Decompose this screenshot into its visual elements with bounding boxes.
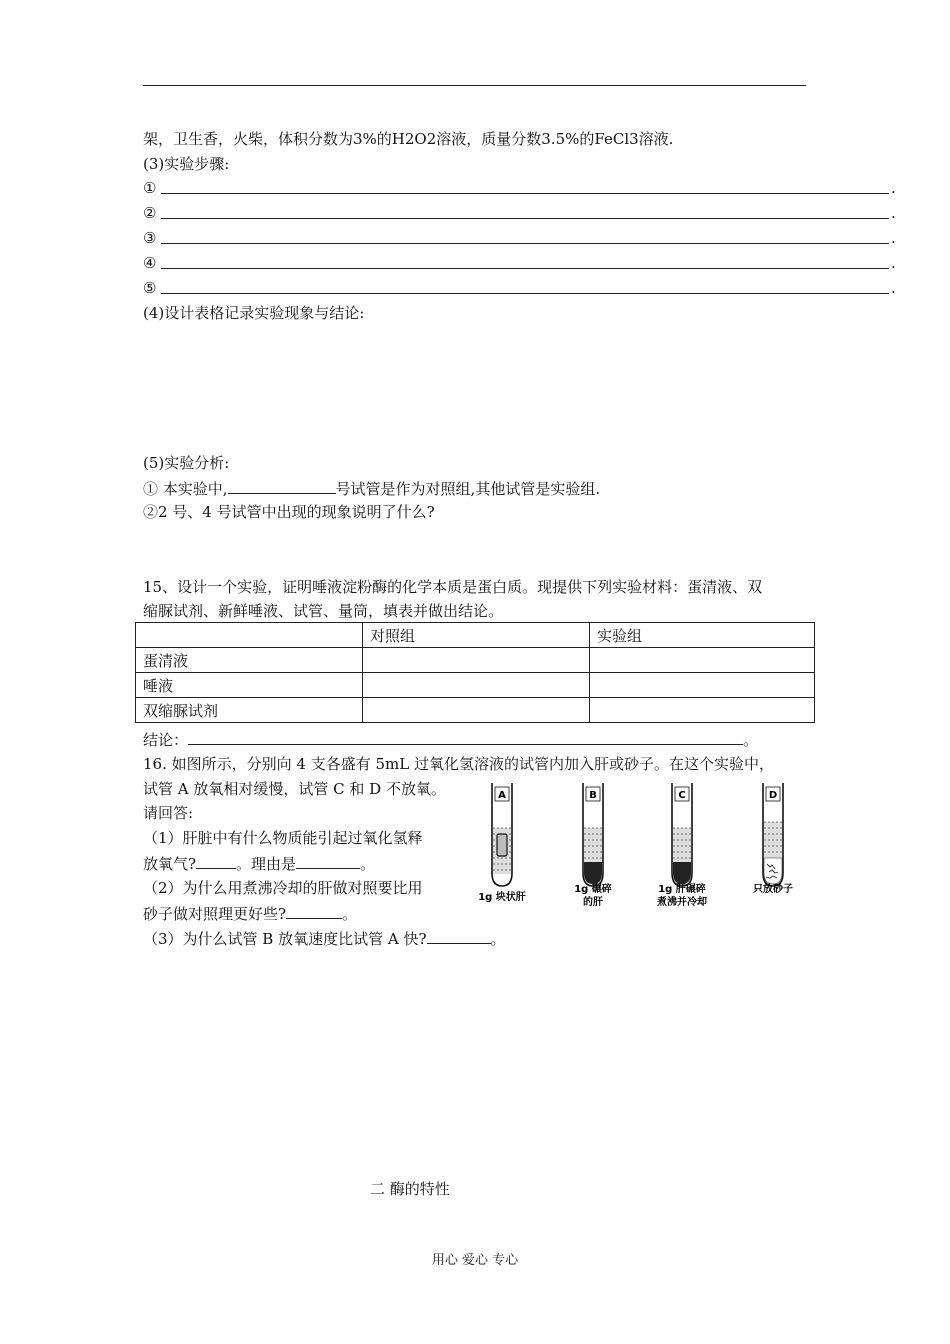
q15-text-line1: 15、设计一个实验，证明唾液淀粉酶的化学本质是蛋白质。现提供下列实验材料：蛋清液、双	[143, 578, 763, 596]
table-header-cell	[136, 623, 363, 648]
tube-caption: 1g 肝碾碎	[658, 884, 706, 895]
q16-text-line1: 16. 如图所示，分别向 4 支各盛有 5mL 过氧化氢溶液的试管内加入肝或砂子。在这个实验中，	[143, 755, 774, 773]
table-cell-input[interactable]	[363, 648, 590, 673]
page-footer: 用心 爱心 专心	[431, 1253, 519, 1268]
experiment-table	[135, 622, 815, 723]
answer-blank-control-tube[interactable]	[228, 478, 336, 494]
table-header-row	[136, 623, 815, 648]
tube-b	[574, 783, 612, 908]
q16-part1-line1: （1）肝脏中有什么物质能引起过氧化氢释	[143, 829, 423, 847]
tube-caption: 煮沸并冷却	[657, 897, 707, 908]
step4-heading: (4)设计表格记录实验现象与结论:	[143, 304, 365, 322]
row-label: 双缩脲试剂	[136, 698, 363, 723]
table-header-cell: 对照组	[363, 623, 590, 648]
tube-caption: 的肝	[583, 897, 603, 908]
table-row	[136, 698, 815, 723]
table-row	[136, 648, 815, 673]
answer-blank-reason[interactable]	[296, 853, 360, 869]
table-cell-input[interactable]	[590, 698, 815, 723]
tube-letter: D	[768, 790, 778, 801]
answer-blank-control[interactable]	[286, 903, 342, 919]
materials-line: 架，卫生香，火柴，体积分数为3%的H2O2溶液，质量分数3.5%的FeCl3溶液.	[143, 130, 674, 148]
conclusion-blank[interactable]	[188, 729, 743, 745]
tube-letter: B	[589, 790, 597, 801]
answer-blank-substance[interactable]	[196, 853, 236, 869]
table-cell-input[interactable]	[363, 698, 590, 723]
row-label: 蛋清液	[136, 648, 363, 673]
row-label: 唾液	[136, 673, 363, 698]
tube-c	[657, 783, 707, 908]
table-cell-input[interactable]	[363, 673, 590, 698]
analysis-1: ① 本实验中, 号试管是作为对照组,其他试管是实验组.	[143, 480, 601, 498]
tube-caption: 1g 碾碎	[574, 884, 612, 895]
answer-blank-speed[interactable]	[427, 928, 491, 944]
tube-letter: A	[498, 790, 506, 801]
q16-text-line2: 试管 A 放氧相对缓慢，试管 C 和 D 不放氧。	[143, 780, 446, 798]
q15-text-line2: 缩脲试剂、新鲜唾液、试管、量筒，填表并做出结论。	[143, 602, 504, 620]
tube-caption: 1g 块状肝	[478, 892, 526, 903]
analysis-2: ②2 号、4 号试管中出现的现象说明了什么?	[143, 503, 435, 521]
table-cell-input[interactable]	[590, 673, 815, 698]
step3-heading: (3)实验步骤:	[143, 155, 230, 173]
q16-part3: （3）为什么试管 B 放氧速度比试管 A 快? 。	[143, 930, 506, 948]
header-rule	[143, 85, 806, 86]
tube-caption: 只放砂子	[753, 884, 793, 895]
q16-part2-line1: （2）为什么用煮沸冷却的肝做对照要比用	[143, 879, 423, 897]
q16-prompt: 请回答:	[143, 804, 194, 822]
table-header-cell: 实验组	[590, 623, 815, 648]
tube-a	[478, 783, 526, 903]
tube-letter: C	[678, 790, 686, 801]
q16-part2-line2: 砂子做对照理更好些? 。	[143, 905, 358, 923]
table-cell-input[interactable]	[590, 648, 815, 673]
test-tubes-figure	[470, 778, 810, 918]
table-row	[136, 673, 815, 698]
section-title: 二 酶的特性	[370, 1180, 450, 1198]
step5-heading: (5)实验分析:	[143, 454, 230, 472]
q16-part1-line2: 放氧气? 。理由是 。	[143, 855, 376, 873]
conclusion-line: 结论： 。	[143, 731, 759, 749]
tube-d	[753, 783, 793, 895]
